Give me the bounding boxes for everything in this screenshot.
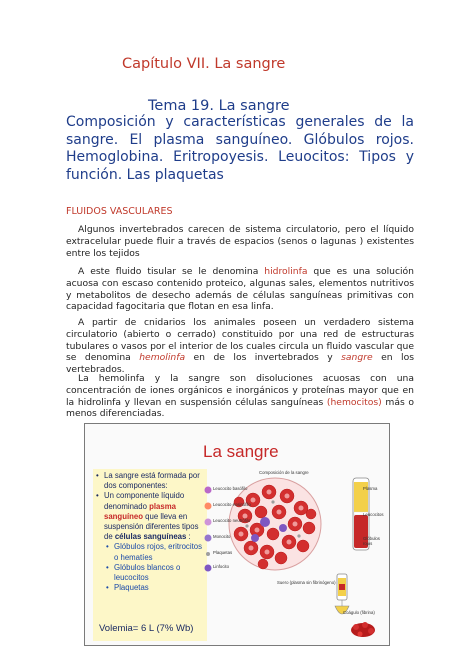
volemia-label: Volemia= 6 L (7% Wb)	[99, 623, 194, 634]
term-hidrolinfa: hidrolinfa	[264, 266, 308, 277]
section-heading: FLUIDOS VASCULARES	[66, 206, 173, 217]
label-monocito: Monocito	[213, 534, 231, 539]
paragraph-2: A este fluido tisular se le denomina hidrolinfa que es una solución acuosa con escaso contenido proteico, algunas sales, elementos nutritivos y metabolitos de desecho además de células sanguíneas primitivas con capacidad fagocitaria que flotan en esa linfa.	[66, 266, 414, 313]
blood-micrograph-illustration	[203, 472, 389, 644]
label-suero: Suero (plasma sin fibrinógeno)	[277, 580, 336, 585]
label-coagulo: Coágulo (fibrina)	[343, 610, 375, 615]
serum-tube-illustration	[335, 574, 349, 614]
list-item: • Un componente líquido denominado plasma sanguíneo que lleva en suspensión diferentes tipos de células sanguíneas :	[96, 491, 204, 542]
topic-title: Tema 19. La sangre	[148, 98, 290, 114]
list-subitem: • Glóbulos blancos o leucocitos	[96, 563, 204, 583]
term-hemolinfa: hemolinfa	[139, 352, 186, 364]
term-sangre: sangre	[341, 352, 373, 364]
list-subitem: • Plaquetas	[96, 583, 204, 593]
blood-figure	[84, 423, 390, 646]
paragraph-3: A partir de cnidarios los animales poseen un verdadero sistema circulatorio (abierto o cerrado) constituido por una red de estructuras tubulares o vasos por el interior de los cuales circula un fluido vascular que se denomina hemolinfa en de los invertebrados y sangre en los vertebrados.	[66, 317, 414, 376]
label-leucocitos: Leucocitos	[363, 512, 384, 517]
paragraph-1: Algunos invertebrados carecen de sistema circulatorio, pero el líquido extracelular puede fluir a través de espacios (senos o lagunas ) existentes entre los tejidos	[66, 224, 414, 259]
topic-subtitle: Composición y características generales de la sangre. El plasma sanguíneo. Glóbulos rojos. Hemoglobina. Eritropoyesis. Leuocitos: Tipos y función. Las plaquetas	[66, 114, 414, 183]
figure-list	[93, 469, 207, 641]
composition-label: Composición de la sangre	[259, 470, 309, 475]
clot-illustration	[351, 622, 375, 637]
label-neutrofilo: Leucocito neutrófilo	[213, 518, 251, 523]
label-globulos-rojos: Glóbulos rojos	[363, 536, 380, 546]
term-hemocitos: (hemocitos)	[326, 396, 382, 408]
label-basofilo: Leucocito basófilo	[213, 486, 248, 491]
paragraph-4: La hemolinfa y la sangre son disoluciones acuosas con una concentración de iones orgánicos e inorgánicos y proteínas mayor que en la hidrolinfa y llevan en suspensión células sanguíneas (hemocitos) más o menos diferenciadas.	[66, 373, 414, 420]
label-linfocito: Linfocito	[213, 564, 230, 569]
leukocyte-icons	[205, 487, 212, 572]
label-eosinofilo: Leucocito eosinófilo	[213, 502, 251, 507]
figure-title: La sangre	[203, 442, 279, 461]
list-subitem: • Glóbulos rojos, eritrocitos o hematíes	[96, 542, 204, 562]
label-plasma: Plasma	[363, 486, 378, 491]
list-item: • La sangre está formada por dos componentes:	[96, 471, 204, 491]
label-plaquetas: Plaquetas	[213, 550, 233, 555]
chapter-title: Capítulo VII. La sangre	[122, 56, 286, 72]
